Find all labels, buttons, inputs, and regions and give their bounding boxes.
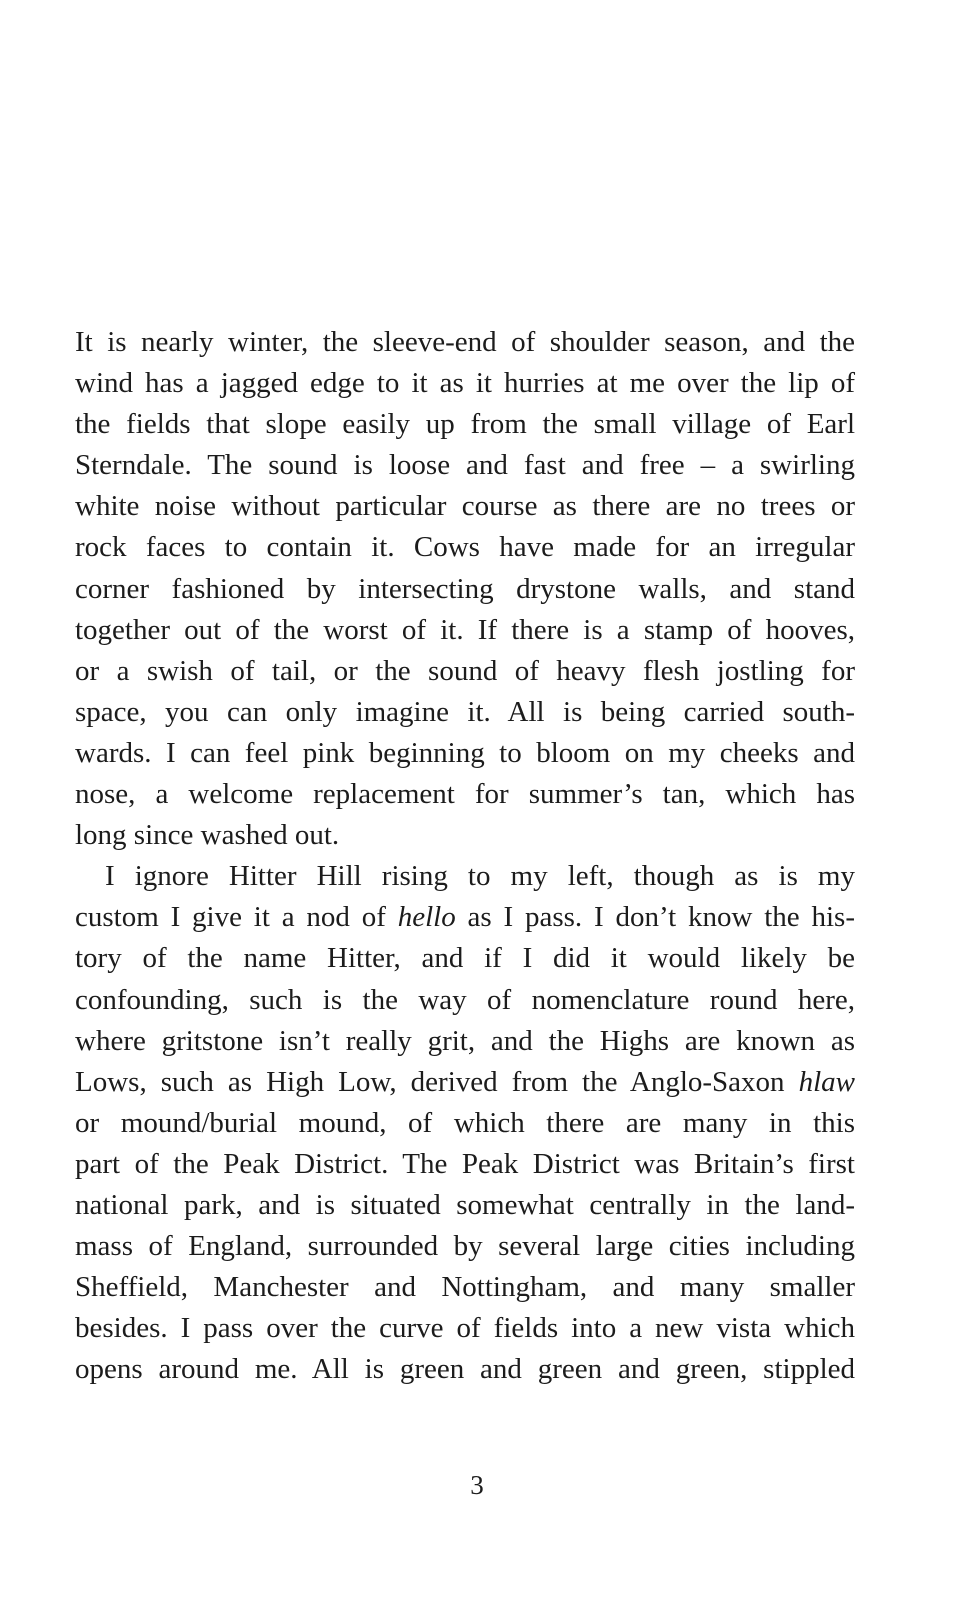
italic-word: hello bbox=[397, 901, 456, 934]
text-line: together out of the worst of it. If there is a stamp of hooves, bbox=[75, 613, 855, 646]
text-line: where gritstone isn’t really grit, and the Highs are known as bbox=[75, 1024, 855, 1057]
text-line: space, you can only imagine it. All is being carried south- bbox=[75, 695, 855, 728]
page-number: 3 bbox=[470, 1470, 484, 1500]
text-line: part of the Peak District. The Peak District was Britain’s first bbox=[75, 1147, 855, 1180]
text-line: the fields that slope easily up from the small village of Earl bbox=[75, 408, 855, 441]
text-line: Sterndale. The sound is loose and fast and free – a swirling bbox=[75, 449, 855, 482]
text-line: corner fashioned by intersecting drystone walls, and stand bbox=[75, 572, 855, 605]
text-line: opens around me. All is green and green and green, stippled bbox=[75, 1353, 855, 1386]
text-line: besides. I pass over the curve of fields into a new vista which bbox=[75, 1312, 855, 1345]
text-line: mass of England, surrounded by several large cities including bbox=[75, 1230, 855, 1263]
text-line bbox=[75, 1062, 855, 1103]
text-line: confounding, such is the way of nomenclature round here, bbox=[75, 983, 855, 1016]
text-line: I ignore Hitter Hill rising to my left, though as is my bbox=[105, 860, 855, 893]
body-text bbox=[75, 322, 855, 1390]
text-line: white noise without particular course as there are no trees or bbox=[75, 490, 855, 523]
text-segment: Lows, such as High Low, derived from the Anglo-Saxon bbox=[75, 1065, 799, 1098]
text-line: nose, a welcome replacement for summer’s tan, which has bbox=[75, 778, 855, 811]
text-line: rock faces to contain it. Cows have made for an irregular bbox=[75, 531, 855, 564]
text-segment: as I pass. I don’t know the his- bbox=[455, 901, 855, 934]
text-line: It is nearly winter, the sleeve-end of shoulder season, and the bbox=[75, 326, 855, 358]
text-line: national park, and is situated somewhat centrally in the land- bbox=[75, 1188, 855, 1221]
text-line: Sheffield, Manchester and Nottingham, and many smaller bbox=[75, 1271, 855, 1304]
text-line bbox=[75, 897, 855, 938]
text-line: or a swish of tail, or the sound of heavy flesh jostling for bbox=[75, 654, 855, 687]
text-line: long since washed out. bbox=[75, 819, 340, 852]
text-line: or mound/burial mound, of which there are many in this bbox=[75, 1106, 855, 1139]
text-line: wind has a jagged edge to it as it hurries at me over the lip of bbox=[75, 367, 855, 400]
text-segment: custom I give it a nod of bbox=[75, 901, 398, 934]
text-line: wards. I can feel pink beginning to bloom on my cheeks and bbox=[75, 736, 855, 769]
text-line: tory of the name Hitter, and if I did it would likely be bbox=[75, 942, 855, 975]
italic-word: hlaw bbox=[798, 1065, 855, 1098]
